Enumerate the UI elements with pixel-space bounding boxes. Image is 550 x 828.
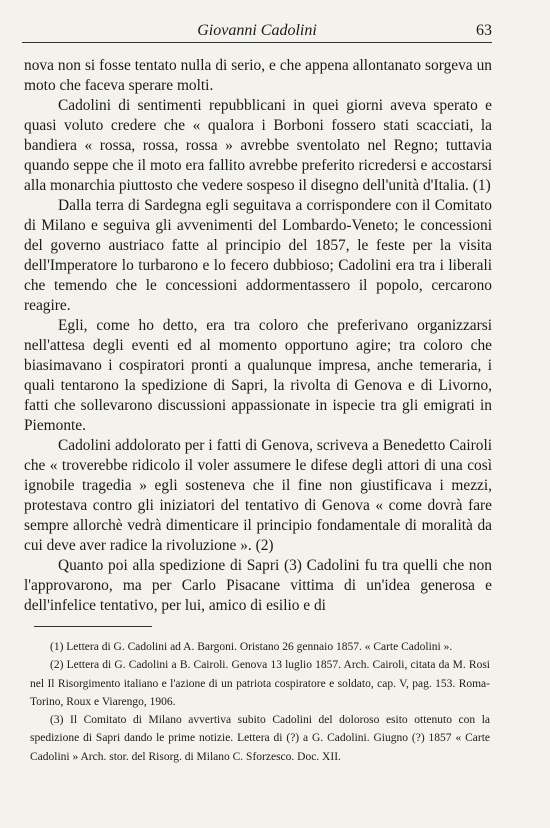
paragraph: Egli, come ho detto, era tra coloro che preferivano organizzarsi nell'attesa degli eventi ed al momento opportuno agire; tra coloro che biasimavano i cospiratori pronti a qualunque impresa, anche temeraria, i quali tentarono la spedizione di Sapri, la rivolta di Genova e di Livorno, fatti che sollevarono discussioni appassionate in ispecie tra gli emigrati in Piemonte.: [24, 317, 492, 434]
paragraph: Quanto poi alla spedizione di Sapri (3) Cadolini fu tra quelli che non l'approvarono, ma per Carlo Pisacane vittima di un'idea generosa e dell'infelice tentativo, per lui, amico di esilio e di: [24, 557, 492, 614]
paragraph: nova non si fosse tentato nulla di serio, e che appena allontanato sorgeva un moto che faceva sperare molti.: [24, 57, 492, 94]
running-title: Giovanni Cadolini: [197, 22, 317, 39]
footnote: (3) Il Comitato di Milano avvertiva subito Cadolini del doloroso esito ottenuto con la spedizione di Sapri dando le prime notizie. Lettera di (?) a G. Cadolini. Giugno (?) 1857 « Carte Cadolini » Arch. stor. del Risorg. di Milano C. Sforzesco. Doc. XII.: [30, 714, 490, 763]
footnote: (2) Lettera di G. Cadolini a B. Cairoli. Genova 13 luglio 1857. Arch. Cairoli, citata da M. Rosi nel Il Risorgimento italiano e l'azione di un patriota cospiratore e soldato, cap. V, pag. 153. Roma-Torino, Roux e Viarengo, 1906.: [30, 659, 490, 708]
paragraph: Cadolini addolorato per i fatti di Genova, scriveva a Benedetto Cairoli che « troverebbe ridicolo il voler assumere le difese degli attori di una così ignobile tragedia » egli sosteneva che il fine non giustificava i mezzi, protestava contro gli iniziatori del tentativo di Genova « come dovrà fare sempre allorchè vedrà dimenticare il principio fondamentale di moralità da cui deve aver radice la rivoluzione ». (2): [24, 437, 492, 554]
paragraph: Dalla terra di Sardegna egli seguitava a corrispondere con il Comitato di Milano e seguiva gli avvenimenti del Lombardo-Veneto; le concessioni del governo austriaco fatte al principio del 1857, le feste per la visita dell'Imperatore lo turbarono e lo fecero dubbioso; Cadolini era tra i liberali che temendo che le concessioni addormentassero il popolo, cercarono reagire.: [24, 197, 492, 314]
page-number: 63: [476, 22, 492, 39]
footnote: (1) Lettera di G. Cadolini ad A. Bargoni. Oristano 26 gennaio 1857. « Carte Cadolini ».: [50, 641, 453, 653]
footnote-separator: [34, 626, 152, 627]
paragraph: Cadolini di sentimenti repubblicani in quei giorni aveva sperato e quasi voluto credere che « qualora i Borboni fossero stati scacciati, la bandiera « rossa, rossa, rossa » avrebbe sventolato nel Regno; tuttavia quando seppe che il moto era fallito avrebbe preferito ricredersi e accostarsi alla monarchia piuttosto che vedere sospeso il disegno dell'unità d'Italia. (1): [24, 97, 492, 194]
footnotes: [30, 638, 490, 766]
page-header: [22, 20, 492, 43]
main-text: [24, 56, 492, 616]
